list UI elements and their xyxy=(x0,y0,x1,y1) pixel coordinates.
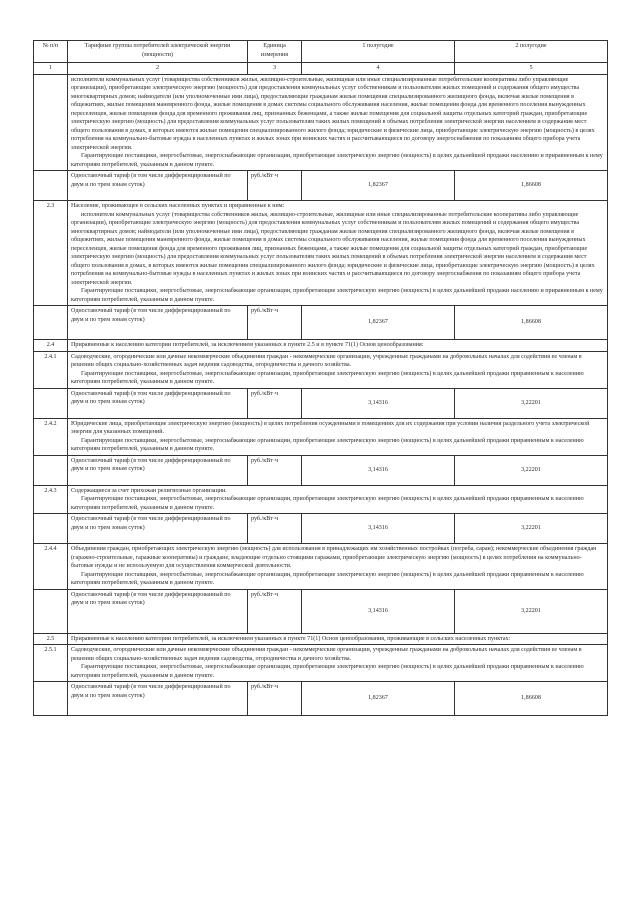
colnum-4: 4 xyxy=(302,63,455,75)
tariff-table xyxy=(33,40,608,716)
header-unit: Единица измерения xyxy=(248,41,302,63)
row-num xyxy=(34,306,68,340)
tariff-h2-value: 1,86608 xyxy=(455,682,608,716)
column-number-row xyxy=(34,63,608,75)
row-text-note: Гарантирующие поставщики, энергосбытовые, энергоснабжающие организации, приобретающие электрическую энергию (мощность) в целях дальнейшей продажи населению и приравненным к нему категориям потребителей, указанным в данном пункте. xyxy=(71,288,603,303)
row-text: Приравненные к населению категории потребителей, за исключением указанных в пункте 71(1) Основ ценообразования, проживающие в сельских населенных пунктах: xyxy=(68,633,608,645)
row-num xyxy=(34,682,68,716)
tariff-h2-value: 1,86608 xyxy=(455,171,608,201)
table-row xyxy=(34,485,608,514)
tariff-label: Одноставочный тариф (в том числе дифференцированный по двум и по трем зонам суток) xyxy=(68,589,248,633)
row-text-detail: исполнители коммунальных услуг (товарищества собственников жилья, жилищно-строительные, жилищные или иные специализированные потребительские кооперативы либо управляющие организации), приобретающие электрическую энергию (мощность) для предоставления коммунальных услуг собственникам и пользователям жилых помещений и содержания общего имущества многоквартирных домов; наймодатели (или уполномоченные ими лица), предоставляющие гражданам жилые помещения специализированного жилищного фонда, включая жилые помещения в общежитиях, жилые помещения маневренного фонда, жилые помещения в домах системы социального обслуживания населения, жилые помещения фонда для временного поселения вынужденных переселенцев, жилые помещения фонда для временного проживания лиц, признанных беженцами, а также жилые помещения для социальной защиты отдельных категорий граждан, приобретающие электрическую энергию (мощность) для предоставления коммунальных услуг пользователям таких жилых помещений в объемах потребления электрической энергии населением и содержания мест общего пользования в домах, в которых имеются жилые помещения специализированного жилого фонда; юридические и физические лица, приобретающие электрическую энергию (мощность) в целях потребления на коммунально-бытовые нужды в населенных пунктах и жилых зонах при воинских частях и рассчитывающиеся по договору энергоснабжения по показаниям общего прибора учета электрической энергии. xyxy=(71,211,595,286)
colnum-1: 1 xyxy=(34,63,68,75)
row-text-note: Гарантирующие поставщики, энергосбытовые, энергоснабжающие организации, приобретающие электрическую энергию (мощность) в целях дальнейшей продажи приравненным к населению категориям потребителей, указанным в данном пункте. xyxy=(71,664,584,679)
tariff-label: Одноставочный тариф (в том числе дифференцированный по двум и по трем зонам суток) xyxy=(68,388,248,418)
row-num: 2.4.1 xyxy=(34,351,68,388)
tariff-label: Одноставочный тариф (в том числе дифференцированный по двум и по трем зонам суток) xyxy=(68,171,248,201)
tariff-row xyxy=(34,171,608,201)
table-row xyxy=(34,201,608,306)
row-description xyxy=(68,485,608,514)
tariff-unit: руб./кВт·ч xyxy=(248,589,302,633)
tariff-h1-value: 1,82367 xyxy=(302,171,455,201)
row-description xyxy=(68,74,608,171)
table-row xyxy=(34,74,608,171)
tariff-row xyxy=(34,388,608,418)
row-num xyxy=(34,388,68,418)
tariff-h2-value: 3,22201 xyxy=(455,514,608,544)
tariff-unit: руб./кВт·ч xyxy=(248,682,302,716)
row-num: 2.4 xyxy=(34,340,68,352)
tariff-label: Одноставочный тариф (в том числе дифференцированный по двум и по трем зонам суток) xyxy=(68,306,248,340)
colnum-3: 3 xyxy=(248,63,302,75)
header-h2: 2 полугодие xyxy=(455,41,608,63)
row-text-note: Гарантирующие поставщики, энергосбытовые, энергоснабжающие организации, приобретающие электрическую энергию (мощность) в целях дальнейшей продажи приравненным к населению категориям потребителей, указанным в данном пункте. xyxy=(71,370,584,385)
row-text: исполнители коммунальных услуг (товарищества собственников жилья, жилищно-строительные, жилищные или иные специализированные потребительские кооперативы либо управляющие организации), приобретающие электрическую энергию (мощность) для предоставления коммунальных услуг собственникам и пользователям жилых помещений и содержания общего имущества многоквартирных домов; наймодатели (или уполномоченные ими лица), предоставляющие гражданам жилые помещения специализированного жилищного фонда, включая жилые помещения в общежитиях, жилые помещения маневренного фонда, жилые помещения в домах системы социального обслуживания населения, жилые помещения фонда для временного поселения вынужденных переселенцев, жилые помещения фонда для временного проживания лиц, признанных беженцами, а также жилые помещения для социальной защиты отдельных категорий граждан, приобретающие электрическую энергию (мощность) для предоставления коммунальных услуг пользователям таких жилых помещений в объемах потребления электрической энергии населением и содержания мест общего пользования в домах, в которых имеются жилые помещения специализированного жилого фонда; юридические и физические лица, приобретающие электрическую энергию (мощность) в целях потребления на коммунально-бытовые нужды в населенных пунктах и жилых зонах при воинских частях и рассчитывающиеся по договору энергоснабжения по показаниям общего прибора учета электрической энергии. xyxy=(71,76,595,151)
tariff-label: Одноставочный тариф (в том числе дифференцированный по двум и по трем зонам суток) xyxy=(68,682,248,716)
tariff-unit: руб./кВт·ч xyxy=(248,514,302,544)
tariff-row xyxy=(34,514,608,544)
tariff-h1-value: 3,14316 xyxy=(302,455,455,485)
row-text: Садоводческие, огороднические или дачные некоммерческие объединения граждан - некоммерческие организации, учрежденные гражданами на добровольных началах для содействия ее членам в решении общих социально-хозяйственных задач ведения садоводства, огородничества и дачного хозяйства. xyxy=(71,353,582,368)
tariff-row xyxy=(34,682,608,716)
header-group: Тарифные группы потребителей электрической энергии (мощности) xyxy=(68,41,248,63)
row-description xyxy=(68,544,608,590)
tariff-h2-value: 3,22201 xyxy=(455,388,608,418)
row-num xyxy=(34,455,68,485)
table-row xyxy=(34,351,608,388)
row-description xyxy=(68,645,608,682)
tariff-h1-value: 1,82367 xyxy=(302,306,455,340)
row-num xyxy=(34,589,68,633)
tariff-unit: руб./кВт·ч xyxy=(248,306,302,340)
table-row xyxy=(34,340,608,352)
tariff-h2-value: 1,86608 xyxy=(455,306,608,340)
tariff-h1-value: 1,82367 xyxy=(302,682,455,716)
tariff-label: Одноставочный тариф (в том числе дифференцированный по двум и по трем зонам суток) xyxy=(68,455,248,485)
header-h1: 1 полугодие xyxy=(302,41,455,63)
tariff-label: Одноставочный тариф (в том числе дифференцированный по двум и по трем зонам суток) xyxy=(68,514,248,544)
tariff-unit: руб./кВт·ч xyxy=(248,455,302,485)
table-row xyxy=(34,418,608,455)
tariff-h2-value: 3,22201 xyxy=(455,589,608,633)
tariff-row xyxy=(34,589,608,633)
tariff-unit: руб./кВт·ч xyxy=(248,388,302,418)
tariff-row xyxy=(34,455,608,485)
table-header-row xyxy=(34,41,608,63)
tariff-unit: руб./кВт·ч xyxy=(248,171,302,201)
tariff-row xyxy=(34,306,608,340)
row-text-note: Гарантирующие поставщики, энергосбытовые, энергоснабжающие организации, приобретающие электрическую энергию (мощность) в целях дальнейшей продажи приравненным к населению категориям потребителей, указанным в данном пункте. xyxy=(71,496,584,511)
tariff-h1-value: 3,14316 xyxy=(302,589,455,633)
row-text: Содержащиеся за счет прихожан религиозные организации. xyxy=(71,487,227,494)
header-num: № п/п xyxy=(34,41,68,63)
table-row xyxy=(34,645,608,682)
colnum-2: 2 xyxy=(68,63,248,75)
row-num xyxy=(34,514,68,544)
tariff-h2-value: 3,22201 xyxy=(455,455,608,485)
row-num: 2.4.3 xyxy=(34,485,68,514)
tariff-h1-value: 3,14316 xyxy=(302,388,455,418)
row-description xyxy=(68,201,608,306)
row-text-note: Гарантирующие поставщики, энергосбытовые, энергоснабжающие организации, приобретающие электрическую энергию (мощность) в целях дальнейшей продажи населению и приравненным к нему категориям потребителей, указанным в данном пункте. xyxy=(71,153,603,168)
row-num xyxy=(34,74,68,171)
table-row xyxy=(34,544,608,590)
row-num: 2.4.4 xyxy=(34,544,68,590)
row-num: 2.5 xyxy=(34,633,68,645)
row-description xyxy=(68,351,608,388)
row-text-note: Гарантирующие поставщики, энергосбытовые, энергоснабжающие организации, приобретающие электрическую энергию (мощность) в целях дальнейшей продажи приравненным к населению категориям потребителей, указанным в данном пункте. xyxy=(71,437,584,452)
row-text: Объединения граждан, приобретающих электрическую энергию (мощность) для использования в принадлежащих им хозяйственных постройках (погреба, сараи); некоммерческие объединения граждан (гаражно-строительные, гаражные кооперативы) и граждане, владеющие отдельно стоящими гаражами, приобретающие электрическую энергию (мощность) в целях потребления на коммунально-бытовые нужды и не используемую для осуществления коммерческой деятельности. xyxy=(71,546,597,569)
row-num: 2.5.1 xyxy=(34,645,68,682)
row-text: Садоводческие, огороднические или дачные некоммерческие объединения граждан - некоммерческие организации, учрежденные гражданами на добровольных началах для содействия ее членам в решении общих социально-хозяйственных задач ведения садоводства, огородничества и дачного хозяйства. xyxy=(71,647,582,662)
colnum-5: 5 xyxy=(455,63,608,75)
tariff-h1-value: 3,14316 xyxy=(302,514,455,544)
row-num: 2.3 xyxy=(34,201,68,306)
table-row xyxy=(34,633,608,645)
row-text: Юридические лица, приобретающие электрическую энергию (мощность) в целях потребления осужденными в помещениях для их содержания при условии наличия раздельного учета электрической энергии для указанных помещений. xyxy=(71,420,590,435)
row-num xyxy=(34,171,68,201)
row-text: Приравненные к населению категории потребителей, за исключением указанных в пункте 2.5 и в пункте 71(1) Основ ценообразования: xyxy=(68,340,608,352)
row-text-note: Гарантирующие поставщики, энергосбытовые, энергоснабжающие организации, приобретающие электрическую энергию (мощность) в целях дальнейшей продажи приравненным к населению категориям потребителей, указанным в данном пункте. xyxy=(71,571,584,586)
row-num: 2.4.2 xyxy=(34,418,68,455)
row-text: Население, проживающее в сельских населенных пунктах и приравненные к ним: xyxy=(71,203,285,209)
row-description xyxy=(68,418,608,455)
